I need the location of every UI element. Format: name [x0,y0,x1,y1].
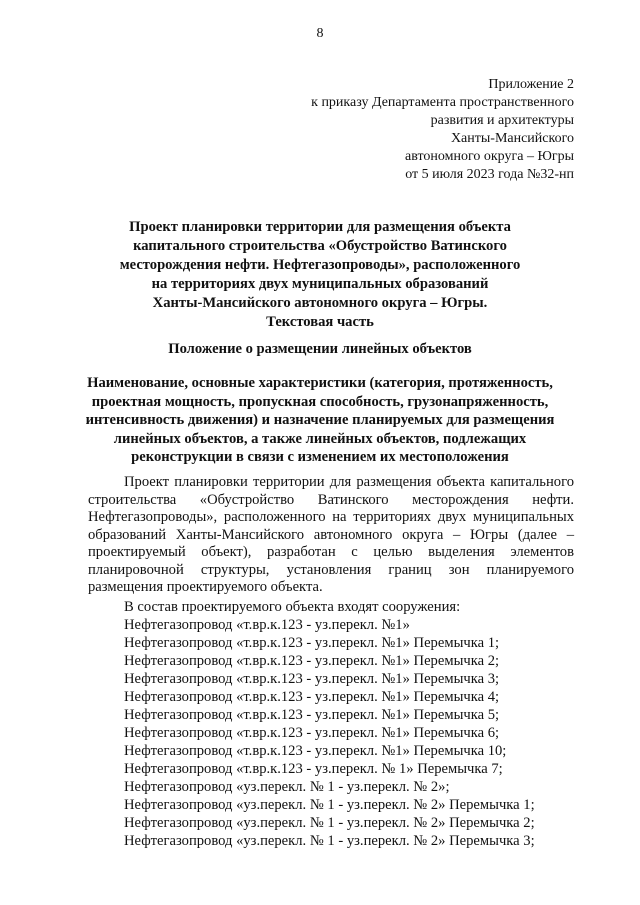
page-number: 8 [316,26,324,41]
appendix-line: автономного округа – Югры [405,149,574,164]
title-line: капитального строительства «Обустройство Ватинского [133,238,507,254]
appendix-line: развития и архитектуры [430,113,574,128]
list-item: Нефтегазопровод «уз.перекл. № 1 - уз.перекл. № 2» Перемычка 2; [124,815,535,831]
title-line: Текстовая часть [266,314,374,330]
section-title: Положение о размещении линейных объектов [168,341,472,357]
list-item: Нефтегазопровод «уз.перекл. № 1 - уз.перекл. № 2» Перемычка 1; [124,797,535,813]
section-subtitle [82,374,558,467]
subtitle-line: линейных объектов, а также линейных объектов, подлежащих [113,430,527,447]
list-item: Нефтегазопровод «т.вр.к.123 - уз.перекл. №1» Перемычка 5; [124,707,500,723]
subtitle-line: проектная мощность, пропускная способность, грузонапряженность, [91,393,549,410]
list-item: Нефтегазопровод «уз.перекл. № 1 - уз.перекл. № 2»; [124,779,450,795]
document-title [80,218,560,332]
list-item: Нефтегазопровод «т.вр.к.123 - уз.перекл. №1» Перемычка 2; [124,653,500,669]
list-item: Нефтегазопровод «т.вр.к.123 - уз.перекл. №1» Перемычка 3; [124,671,500,687]
body-text [88,474,574,597]
body-paragraph: Проект планировки территории для размещения объекта капитального строительства «Обустройство Ватинского месторождения нефти. Нефтегазопроводы», расположенного на территориях двух муниципальных образований Ханты-Мансийского автономного округа – Югры (далее – проектируемый объект), разработан с целью выделения элементов планировочной структуры, установления границ зон планируемого размещения проектируемого объекта. [88,474,574,595]
list-intro: В состав проектируемого объекта входят сооружения: [124,599,461,615]
list-item: Нефтегазопровод «т.вр.к.123 - уз.перекл. №1» Перемычка 10; [124,743,507,759]
list-item: Нефтегазопровод «т.вр.к.123 - уз.перекл. №1» Перемычка 6; [124,725,500,741]
title-line: месторождения нефти. Нефтегазопроводы», расположенного [119,257,521,273]
list-item: Нефтегазопровод «т.вр.к.123 - уз.перекл. № 1» Перемычка 7; [124,761,503,777]
list-item: Нефтегазопровод «т.вр.к.123 - уз.перекл. №1» Перемычка 1; [124,635,500,651]
objects-list [124,616,535,850]
appendix-line: Ханты-Мансийского [450,131,574,146]
list-item: Нефтегазопровод «т.вр.к.123 - уз.перекл. №1» Перемычка 4; [124,689,500,705]
subtitle-line: Наименование, основные характеристики (категория, протяженность, [87,375,553,391]
subtitle-line: интенсивность движения) и назначение планируемых для размещения [85,412,555,428]
title-line: Проект планировки территории для размещения объекта [129,219,511,235]
title-line: Ханты-Мансийского автономного округа – Югры. [152,295,488,311]
title-line: на территориях двух муниципальных образований [151,276,489,292]
appendix-block [311,76,574,184]
list-item: Нефтегазопровод «уз.перекл. № 1 - уз.перекл. № 2» Перемычка 3; [124,833,535,849]
appendix-line: к приказу Департамента пространственного [311,95,574,110]
subtitle-line: реконструкции в связи с изменением их местоположения [131,449,509,465]
appendix-line: Приложение 2 [488,77,574,92]
appendix-line: от 5 июля 2023 года №32-нп [405,167,574,182]
list-item: Нефтегазопровод «т.вр.к.123 - уз.перекл. №1» [124,617,410,633]
